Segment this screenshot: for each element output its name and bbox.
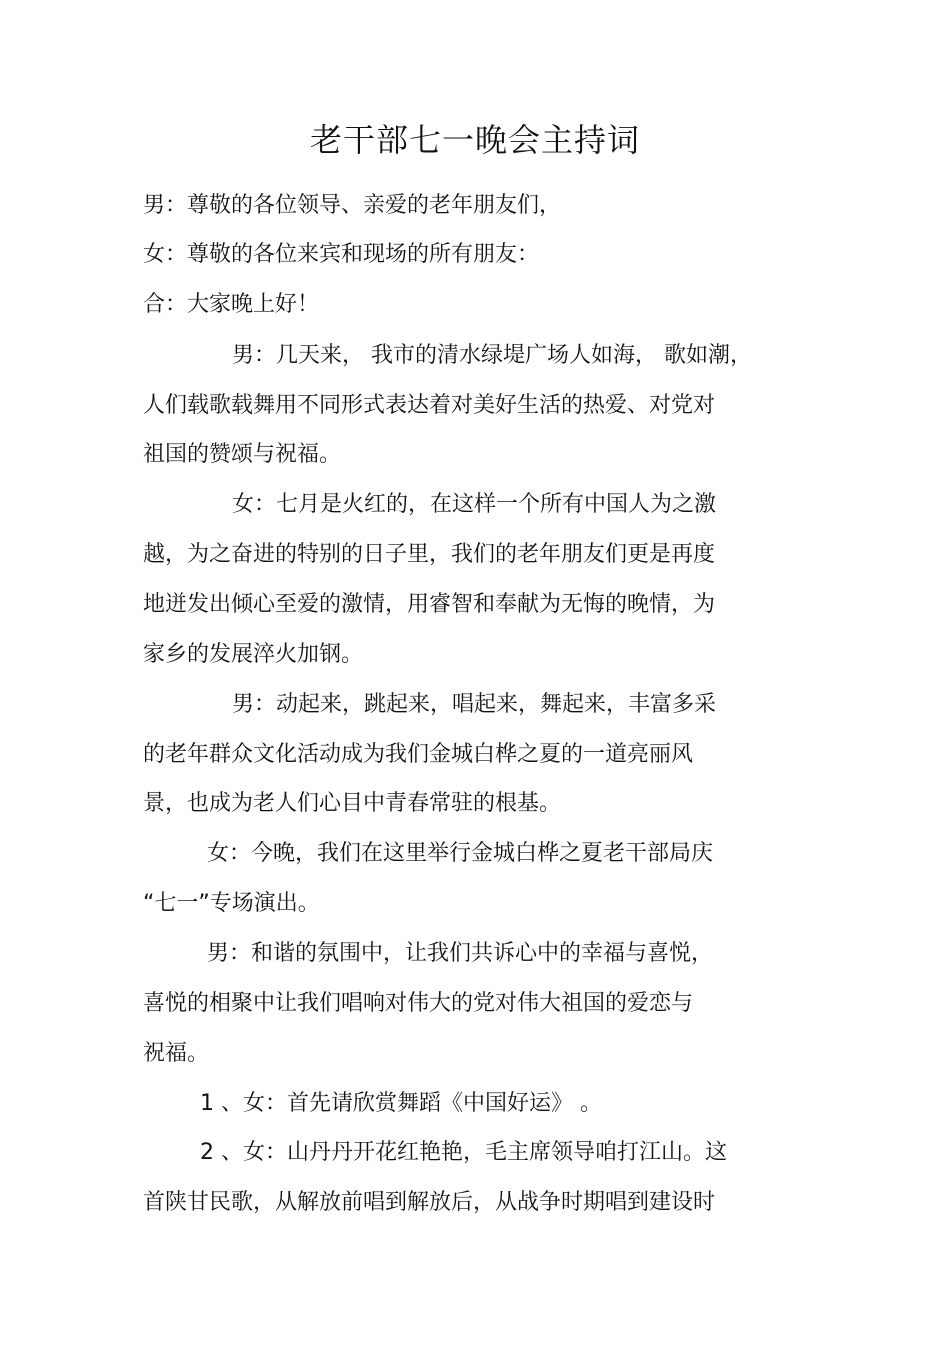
text-line: 首陕甘民歌，从解放前唱到解放后，从战争时期唱到建设时	[143, 1190, 716, 1215]
text-line: 女：今晚，我们在这里举行金城白桦之夏老干部局庆	[207, 841, 714, 866]
text-line: 女：尊敬的各位来宾和现场的所有朋友：	[143, 242, 540, 267]
text-line: 地迸发出倾心至爱的激情，用睿智和奉献为无悔的晚情，为	[143, 592, 716, 617]
text-line: 人们载歌载舞用不同形式表达着对美好生活的热爱、对党对	[143, 393, 716, 418]
text-line: 的老年群众文化活动成为我们金城白桦之夏的一道亮丽风	[143, 742, 694, 767]
text-line: 合：大家晚上好！	[143, 292, 320, 317]
text-line: 女：七月是火红的，在这样一个所有中国人为之激	[232, 492, 717, 517]
text-line: 祖国的赞颂与祝福。	[143, 442, 342, 467]
text-line: “七一”专场演出。	[143, 891, 320, 916]
document-title: 老干部七一晚会主持词	[309, 121, 640, 159]
text-line: 祝福。	[143, 1041, 210, 1066]
text-line: 男：尊敬的各位领导、亲爱的老年朋友们，	[143, 193, 562, 218]
text-line: 景，也成为老人们心目中青春常驻的根基。	[143, 791, 562, 816]
text-line: 越，为之奋进的特别的日子里，我们的老年朋友们更是再度	[143, 542, 716, 567]
text-line: 2 、女：山丹丹开花红艳艳，毛主席领导咱打江山。这	[200, 1140, 727, 1165]
text-line: 1 、女：首先请欣赏舞蹈《中国好运》 。	[200, 1091, 602, 1116]
text-line: 男：和谐的氛围中，让我们共诉心中的幸福与喜悦，	[207, 941, 714, 966]
text-line: 家乡的发展淬火加钢。	[143, 642, 364, 667]
text-line: 男：动起来，跳起来，唱起来，舞起来，丰富多采	[232, 692, 717, 717]
text-line: 男：几天来， 我市的清水绿堤广场人如海， 歌如潮，	[232, 343, 752, 368]
text-line: 喜悦的相聚中让我们唱响对伟大的党对伟大祖国的爱恋与	[143, 991, 694, 1016]
